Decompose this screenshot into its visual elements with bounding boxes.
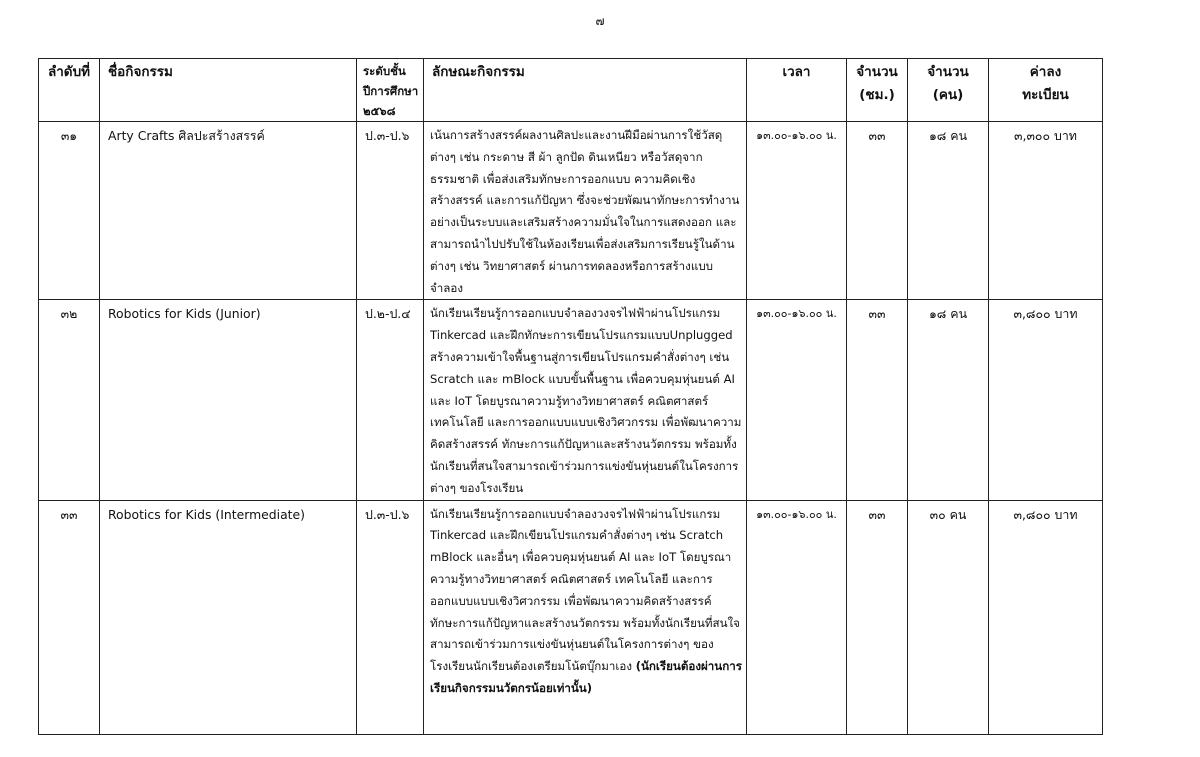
row-name: Arty Crafts ศิลปะสร้างสรรค์	[100, 122, 357, 300]
row-no: ๓๑	[39, 122, 100, 300]
table-row	[39, 500, 1103, 734]
header-time: เวลา	[747, 59, 847, 122]
row-hours: ๓๓	[847, 300, 908, 500]
header-name: ชื่อกิจกรรม	[100, 59, 357, 122]
row-hours: ๓๓	[847, 500, 908, 734]
header-people-line1: จำนวน	[927, 64, 969, 80]
page-number: ๗	[595, 14, 605, 28]
header-people	[908, 59, 989, 122]
header-hours-line2: (ชม.)	[859, 87, 895, 103]
header-description: ลักษณะกิจกรรม	[424, 59, 747, 122]
row-fee: ๓,๘๐๐ บาท	[989, 300, 1103, 500]
row-no: ๓๓	[39, 500, 100, 734]
row-level: ป.๓-ป.๖	[357, 500, 424, 734]
header-level-line2: ปีการศึกษา	[363, 84, 419, 98]
row-time: ๑๓.๐๐-๑๖.๐๐ น.	[747, 500, 847, 734]
header-fee-line1: ค่าลง	[1029, 64, 1062, 80]
row-people: ๓๐ คน	[908, 500, 989, 734]
row-people: ๑๘ คน	[908, 122, 989, 300]
header-people-line2: (คน)	[932, 87, 964, 103]
row-time: ๑๓.๐๐-๑๖.๐๐ น.	[747, 300, 847, 500]
row-name: Robotics for Kids (Intermediate)	[100, 500, 357, 734]
row-level: ป.๓-ป.๖	[357, 122, 424, 300]
row-hours: ๓๓	[847, 122, 908, 300]
header-level	[357, 59, 424, 122]
row-people: ๑๘ คน	[908, 300, 989, 500]
row-no: ๓๒	[39, 300, 100, 500]
header-fee	[989, 59, 1103, 122]
header-level-line3: ๒๕๖๘	[363, 104, 396, 118]
row-fee: ๓,๓๐๐ บาท	[989, 122, 1103, 300]
row-name: Robotics for Kids (Junior)	[100, 300, 357, 500]
row-description	[424, 500, 747, 734]
row-time: ๑๓.๐๐-๑๖.๐๐ น.	[747, 122, 847, 300]
table-header-row	[39, 59, 1103, 122]
table-row	[39, 300, 1103, 500]
header-level-line1: ระดับชั้น	[363, 64, 406, 78]
header-no: ลำดับที่	[39, 59, 100, 122]
row-description-note: (นักเรียนต้องผ่านการเรียนกิจกรรมนวัตกรน้อยเท่านั้น)	[430, 659, 742, 695]
table-row	[39, 122, 1103, 300]
activities-table	[38, 58, 1103, 735]
header-fee-line2: ทะเบียน	[1022, 87, 1069, 103]
row-description: เน้นการสร้างสรรค์ผลงานศิลปะและงานฝีมือผ่านการใช้วัสดุต่างๆ เช่น กระดาษ สี ผ้า ลูกปัด ดินเหนียว หรือวัสดุจากธรรมชาติ เพื่อส่งเสริมทักษะการออกแบบ ความคิดเชิงสร้างสรรค์ และการแก้ปัญหา ซึ่งจะช่วยพัฒนาทักษะการทำงานอย่างเป็นระบบและเสริมสร้างความมั่นใจในการแสดงออก และสามารถนำไปปรับใช้ในห้องเรียนเพื่อส่งเสริมการเรียนรู้ในด้านต่างๆ เช่น วิทยาศาสตร์ ผ่านการทดลองหรือการสร้างแบบจำลอง	[424, 122, 747, 300]
header-hours-line1: จำนวน	[856, 64, 898, 80]
header-hours	[847, 59, 908, 122]
row-fee: ๓,๘๐๐ บาท	[989, 500, 1103, 734]
row-level: ป.๒-ป.๔	[357, 300, 424, 500]
row-description: นักเรียนเรียนรู้การออกแบบจำลองวงจรไฟฟ้าผ่านโปรแกรม Tinkercad และฝึกทักษะการเขียนโปรแกรมแบบUnplugged สร้างความเข้าใจพื้นฐานสู่การเขียนโปรแกรมคำสั่งต่างๆ เช่น Scratch และ mBlock แบบขั้นพื้นฐาน เพื่อควบคุมหุ่นยนต์ AI และ IoT โดยบูรณาความรู้ทางวิทยาศาสตร์ คณิตศาสตร์ เทคโนโลยี และการออกแบบแบบเชิงวิศวกรรม เพื่อพัฒนาความคิดสร้างสรรค์ ทักษะการแก้ปัญหาและสร้างนวัตกรรม พร้อมทั้งนักเรียนที่สนใจสามารถเข้าร่วมการแข่งขันหุ่นยนต์ในโครงการต่างๆ ของโรงเรียน	[424, 300, 747, 500]
row-description-text: นักเรียนเรียนรู้การออกแบบจำลองวงจรไฟฟ้าผ่านโปรแกรม Tinkercad และฝึกเขียนโปรแกรมคำสั่งต่างๆ เช่น Scratch mBlock และอื่นๆ เพื่อควบคุมหุ่นยนต์ AI และ IoT โดยบูรณาความรู้ทางวิทยาศาสตร์ คณิตศาสตร์ เทคโนโลยี และการออกแบบแบบเชิงวิศวกรรม เพื่อพัฒนาความคิดสร้างสรรค์ ทักษะการแก้ปัญหาและสร้างนวัตกรรม พร้อมทั้งนักเรียนที่สนใจสามารถเข้าร่วมการแข่งขันหุ่นยนต์ในโครงการต่างๆ ของโรงเรียนนักเรียนต้องเตรียมโน้ตบุ๊กมาเอง	[430, 506, 740, 674]
